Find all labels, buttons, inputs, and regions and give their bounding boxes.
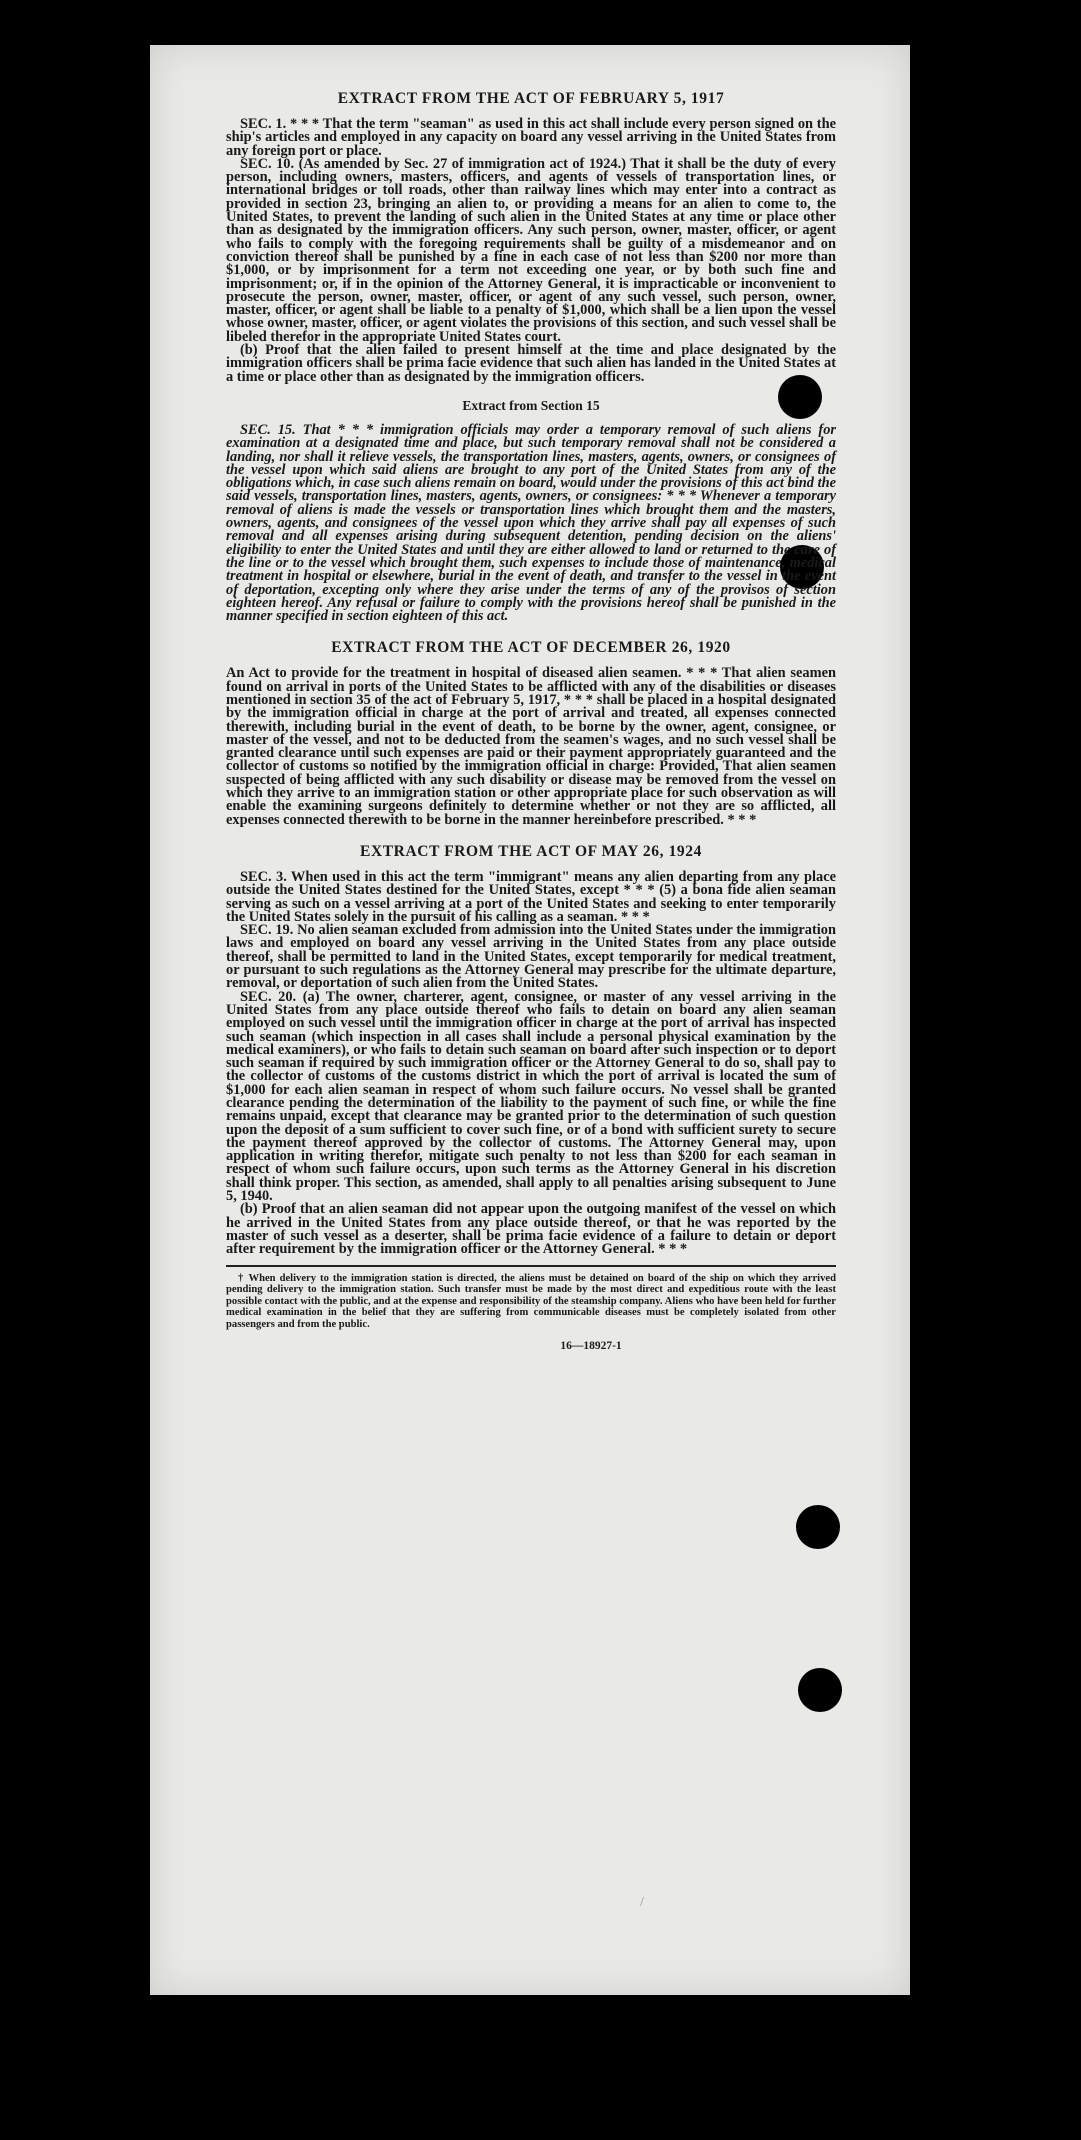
punch-hole <box>796 1505 840 1549</box>
heading-section-15: Extract from Section 15 <box>462 397 600 413</box>
sec15-text: SEC. 15. That * * * immigration officials may order a temporary removal of such aliens for examination at a designated time and place, but such temporary removal shall not be considered a landing, nor shall it relieve vessels, the transportation lines, masters, agents, owners, or consignees of the vessel upon which said aliens are brought to any port of the United States from any of the obligations which, in case such aliens remain on board, would under the provisions of this act bind the said vessels, transportation lines, masters, agents, owners, or consignees: * * * Whenever a temporary removal of aliens is made the vessels or transportation lines which brought them and the masters, owners, agents, and consignees of the vessel upon which they arrive shall pay all expenses of such removal and all expenses arising during subsequent detention, pending decision on the aliens' eligibility to enter the United States and until they are either allowed to land or returned to the care of the line or to the vessel which brought them, such expenses to include those of maintenance, medical treatment in hospital or elsewhere, burial in the event of death, and transfer to the vessel in the event of deportation, excepting only where they arise under the terms of any of the provisos of section eighteen hereof. Any refusal or failure to comply with the provisions hereof shall be punished in the manner specified in section eighteen of this act. <box>226 421 836 625</box>
heading-act-1924: EXTRACT FROM THE ACT OF MAY 26, 1924 <box>360 842 702 860</box>
sec1-text: SEC. 1. * * * That the term "seaman" as used in this act shall include every person signed on the ship's articles and employed in any capacity on board any vessel arriving in the United States from any foreign port or place. <box>226 116 836 159</box>
sec20b-text: (b) Proof that an alien seaman did not appear upon the outgoing manifest of the vessel on which he arrived in the United States from any place outside thereof, or that he was reported by the master of such vessel as a deserter, shall be prima facie evidence of a failure to detain or deport after requirement by the immigration officer or the Attorney General. * * * <box>226 1201 836 1258</box>
act1920-text: An Act to provide for the treatment in hospital of diseased alien seamen. * * * That alien seamen found on arrival in ports of the United States to be afflicted with any of the disabilities or diseases mentioned in section 35 of the act of February 5, 1917, * * * shall be placed in a hospital designated by the immigration official in charge at the port of arrival and treated, all expenses connected therewith, including burial in the event of death, to be borne by the owner, agent, consignee, or master of the vessel, and not to be deducted from the seamen's wages, and no such vessel shall be granted clearance until such expenses are paid or their payment appropriately guaranteed and the collector of customs so notified by the immigration official in charge: Provided, That alien seamen suspected of being afflicted with any such disability or disease may be removed from the vessel on which they arrive to an immigration station or other appropriate place for such observation as will enable the examining surgeons definitely to determine whether or not they are so afflicted, all expenses connected therewith to be borne in the manner hereinbefore prescribed. * * * <box>226 665 836 828</box>
document-body <box>226 90 836 1352</box>
sec10-text: SEC. 10. (As amended by Sec. 27 of immigration act of 1924.) That it shall be the duty of every person, including owners, masters, officers, and agents of vessels of transportation lines, or international bridges or toll roads, other than railway lines which may enter into a contract as provided in section 23, bringing an alien to, or providing a means for an alien to come to, the United States, to prevent the landing of such alien in the United States at any time or place other than as designated by the immigration officers. Any such person, owner, master, officer, or agent who fails to comply with the foregoing requirements shall be guilty of a misdemeanor and on conviction thereof shall be punished by a fine in each case of not less than $200 nor more than $1,000, or by imprisonment for a term not exceeding one year, or by both such fine and imprisonment; or, if in the opinion of the Attorney General, it is impracticable or inconvenient to prosecute the person, owner, master, officer, or agent of any such vessel, such person, owner, master, officer, or agent shall be liable to a penalty of $1,000, which shall be a lien upon the vessel whose owner, master, officer, or agent violates the provisions of this section, and such vessel shall be libeled therefor in the appropriate United States court. <box>226 155 836 345</box>
heading-act-1920: EXTRACT FROM THE ACT OF DECEMBER 26, 1920 <box>331 639 731 657</box>
sec19-text: SEC. 19. No alien seaman excluded from admission into the United States under the immigration laws and employed on board any vessel arriving in the United States from any place outside thereof, shall be permitted to land in the United States, except temporarily for medical treatment, or pursuant to such regulations as the Attorney General may prescribe for the ultimate departure, removal, or deportation of such alien from the United States. <box>226 922 836 992</box>
document-page <box>150 45 910 1995</box>
punch-hole <box>798 1668 842 1712</box>
footnote-text: † When delivery to the immigration station is directed, the aliens must be detained on board of the ship on which they arrived pending delivery to the immigration station. Such transfer must be made by the most direct and expeditious route with the least possible contact with the public, and at the expense and responsibility of the steamship company. Aliens who have been held for further medical examination in the belief that they are suffering from communicable diseases must be completely isolated from other passengers and from the public. <box>226 1272 836 1330</box>
heading-act-1917: EXTRACT FROM THE ACT OF FEBRUARY 5, 1917 <box>337 90 725 107</box>
footnote-divider <box>226 1265 836 1267</box>
sec3-text: SEC. 3. When used in this act the term "immigrant" means any alien departing from any place outside the United States destined for the United States, except * * * (5) a bona fide alien seaman serving as such on a vessel arriving at a port of the United States and seeking to enter temporarily the United States solely in the pursuit of his calling as a seaman. * * * <box>226 868 836 925</box>
sec10b-text: (b) Proof that the alien failed to present himself at the time and place designated by the immigration officers shall be prima facie evidence that such alien has landed in the United States at a time or place other than as designated by the immigration officers. <box>226 342 836 385</box>
pencil-mark: / <box>640 1895 644 1910</box>
form-number: 16—18927-1 <box>560 1340 622 1353</box>
sec20a-text: SEC. 20. (a) The owner, charterer, agent, consignee, or master of any vessel arriving in the United States from any place outside thereof who fails to detain on board any alien seaman employed on such vessel until the immigration officer in charge at the port of arrival has inspected such seaman (which inspection in all cases shall include a personal physical examination by the medical examiners), or who fails to detain such seaman on board after such inspection or to deport such seaman if required by such immigration officer or the Attorney General to do so, shall pay to the collector of customs of the customs district in which the port of arrival is located the sum of $1,000 for each alien seaman in respect of whom such failure occurs. No vessel shall be granted clearance pending the determination of the liability to the payment of such fine, or while the fine remains unpaid, except that clearance may be granted prior to the determination of such question upon the deposit of a sum sufficient to cover such fine, or of a bond with sufficient surety to secure the payment thereof approved by the collector of customs. The Attorney General may, upon application in writing therefor, mitigate such penalty to not less than $200 for each seaman in respect of whom such failure occurs, upon such terms as the Attorney General in his discretion shall think proper. This section, as amended, shall apply to all penalties arising subsequent to June 5, 1940. <box>226 988 836 1205</box>
